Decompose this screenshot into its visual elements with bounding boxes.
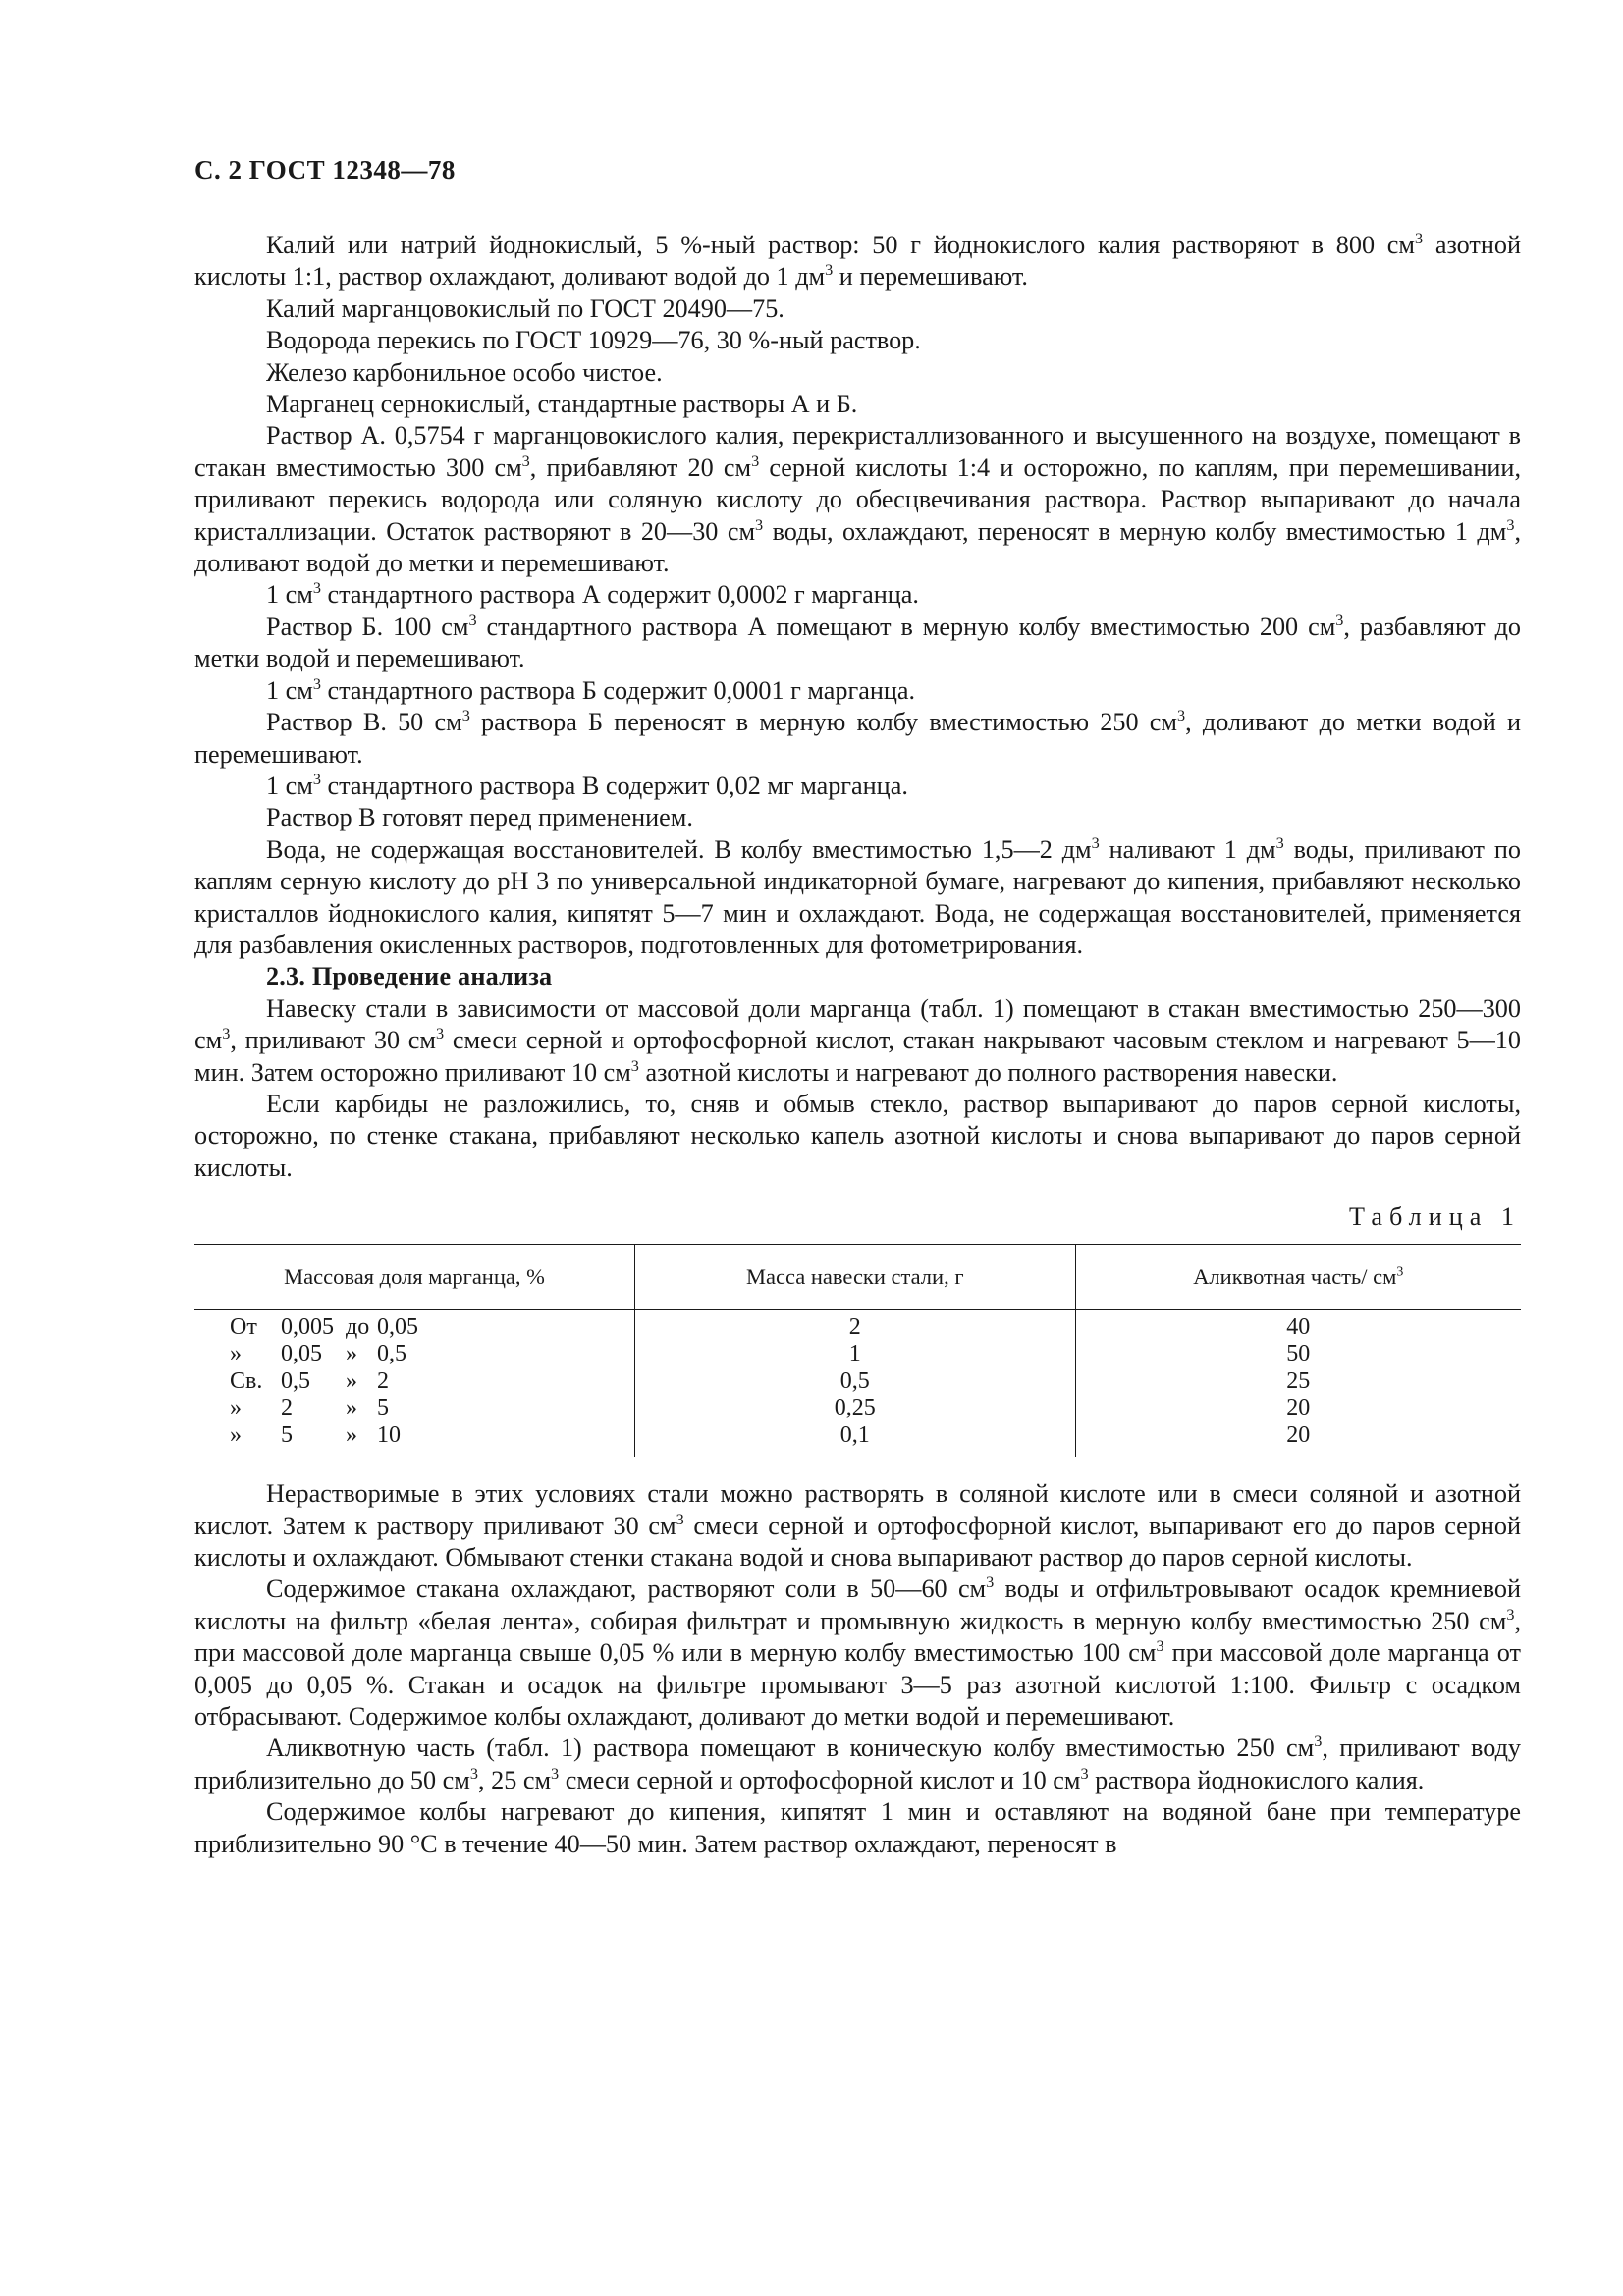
text-run: , доливают до метки водой и перемешивают. [194,708,1521,769]
superscript: 3 [1506,515,1515,534]
range-part: 0,05 [281,1341,322,1367]
range-value [230,1395,389,1422]
text-run: смеси серной и ортофосфорной кислот и 10 см [559,1765,1081,1794]
superscript: 3 [312,674,321,693]
text-run: азотной кислоты 1:1, раствор охлаждают, доливают водой до 1 дм [194,231,1521,292]
section-heading: 2.3. Проведение анализа [266,962,553,991]
range-part: 10 [377,1421,401,1448]
paragraph-top-5 [194,389,1521,420]
paragraph-bottom-4 [194,1796,1521,1860]
range-part: » [346,1341,357,1367]
superscript: 3 [1080,1764,1089,1783]
manganese-table [194,1244,1521,1458]
text-run: азотной кислоты и нагревают до полного растворения навески. [638,1057,1338,1087]
superscript: 3 [630,1056,639,1075]
cell-mass-fraction [194,1341,635,1368]
text-run: , 25 см [478,1765,552,1794]
table-header-aliquot-sup: 3 [1396,1263,1404,1279]
superscript: 3 [755,515,764,534]
superscript: 3 [1275,833,1284,852]
paragraph-top-8 [194,612,1521,675]
range-value [230,1341,406,1368]
paragraphs-top [194,230,1521,961]
cell-mass-fraction [194,1395,635,1422]
superscript: 3 [469,1764,478,1783]
range-part: до [346,1313,370,1340]
table-row [194,1309,1521,1341]
table-body [194,1309,1521,1457]
text-run: при массовой доле марганца от 0,005 до 0,05 %. Стакан и осадок на фильтре промывают 3—5 раз азотной кислотой 1:100. Фильтр с осадком отбрасывают. Содержимое колбы охлаждают, доливают до метки водой и перемешивают. [194,1638,1521,1731]
range-part: 0,5 [281,1367,310,1394]
text-run: Навеску стали в зависимости от массовой доли марганца (табл. 1) помещают в стакан вместимостью 250—300 см [194,993,1521,1055]
paragraph-top-4 [194,357,1521,389]
superscript: 3 [222,1025,231,1043]
cell-aliquot: 50 [1075,1341,1521,1368]
range-part: 5 [377,1395,389,1421]
paragraphs-bottom [194,1478,1521,1860]
text-run: стандартного раствора В содержит 0,02 мг марганца. [320,771,908,800]
text-run: , разбавляют до метки водой и перемешивают. [194,612,1521,673]
text-run: смеси серной и ортофосфорной кислот, выпаривают его до паров серной кислоты и охлаждают. Обмывают стенки стакана водой и снова выпаривают раствор до паров серной кислоты. [194,1511,1521,1572]
superscript: 3 [1335,611,1344,629]
table-caption: Таблица 1 [1349,1202,1521,1232]
paragraph-bottom-1 [194,1478,1521,1574]
table-header-sample-mass: Масса навески стали, г [635,1244,1076,1309]
page-header: С. 2 ГОСТ 12348—78 [194,155,456,185]
range-part: » [230,1395,242,1421]
cell-aliquot: 20 [1075,1422,1521,1458]
table-row [194,1422,1521,1458]
paragraph-top-11 [194,771,1521,802]
table-row [194,1395,1521,1422]
paragraph-top-13 [194,834,1521,962]
cell-mass-fraction [194,1368,635,1396]
superscript: 3 [521,452,530,470]
text-run: , приливают 30 см [230,1026,436,1055]
table-header-row [194,1244,1521,1309]
text-run: , доливают водой до метки и перемешивают. [194,516,1521,578]
paragraph-top-3 [194,325,1521,356]
range-part: » [346,1367,357,1394]
text-run: воды, охлаждают, переносят в мерную колбу вместимостью 1 дм [763,516,1507,546]
range-part: От [230,1313,257,1340]
cell-sample-mass: 0,1 [635,1422,1076,1458]
text-run: раствора Б переносят в мерную колбу вместимостью 250 см [469,708,1177,737]
table-header-mass-fraction: Массовая доля марганца, % [194,1244,635,1309]
text-run: смеси серной и ортофосфорной кислот, стакан накрывают часовым стеклом и нагревают 5—10 мин. Затем осторожно приливают 10 см [194,1026,1521,1087]
text-run: 1 см [266,675,313,705]
text-run: Раствор Б. 100 см [266,612,469,641]
paragraph-top-1 [194,230,1521,294]
text-run: , приливают воду приблизительно до 50 см [194,1734,1521,1794]
text-run: Если карбиды не разложились, то, сняв и обмыв стекло, раствор выпаривают до паров серной кислоты, осторожно, по стенке стакана, прибавляют несколько капель азотной кислоты и снова выпаривают до паров серной кислоты. [194,1089,1521,1182]
text-run: стандартного раствора А содержит 0,0002 г марганца. [320,580,919,610]
paragraph-top-6 [194,420,1521,579]
paragraph-mid-1 [194,993,1521,1089]
superscript: 3 [986,1574,995,1592]
table-header-aliquot-text: Аликвотная часть/ см [1193,1263,1397,1289]
superscript: 3 [1506,1605,1515,1624]
text-run: Калий марганцовокислый по ГОСТ 20490—75. [266,294,784,323]
text-run: Раствор В готовят перед применением. [266,803,693,832]
table-header-aliquot [1075,1244,1521,1309]
range-part: 5 [281,1421,293,1448]
text-run: 1 см [266,580,313,610]
cell-sample-mass: 0,5 [635,1368,1076,1396]
range-part: 0,05 [377,1313,418,1340]
paragraph-top-12 [194,802,1521,833]
superscript: 3 [1414,229,1424,247]
text-run: и перемешивают. [833,262,1028,292]
text-run: Железо карбонильное особо чистое. [266,357,663,387]
table-row [194,1368,1521,1396]
text-run: наливают 1 дм [1099,834,1276,864]
text-run: Вода, не содержащая восстановителей. В колбу вместимостью 1,5—2 дм [266,834,1092,864]
text-run: Водорода перекись по ГОСТ 10929—76, 30 %-ный раствор. [266,326,921,355]
range-value [230,1368,389,1396]
range-part: Св. [230,1367,263,1394]
text-run: Аликвотную часть (табл. 1) раствора помещают в коническую колбу вместимостью 250 см [266,1734,1315,1763]
text-run: Содержимое стакана охлаждают, растворяют соли в 50—60 см [266,1575,987,1604]
paragraph-top-2 [194,294,1521,325]
superscript: 3 [312,579,321,598]
superscript: 3 [1314,1733,1323,1751]
cell-mass-fraction [194,1422,635,1458]
superscript: 3 [468,611,477,629]
text-run: Марганец сернокислый, стандартные растворы А и Б. [266,390,858,419]
paragraph-top-10 [194,707,1521,771]
text-run: Калий или натрий йоднокислый, 5 %-ный раствор: 50 г йоднокислого калия растворяют в 800 см [266,231,1415,259]
table-row [194,1341,1521,1368]
range-part: 2 [281,1395,293,1421]
text-run: воды и отфильтровывают осадок кремниевой кислоты на фильтр «белая лента», собирая фильтрат и промывную жидкость в мерную колбу вместимостью 250 см [194,1575,1521,1635]
text-run: Нерастворимые в этих условиях стали можно растворять в соляной кислоте или в смеси соляной и азотной кислот. Затем к раствору приливают 30 см [194,1479,1521,1540]
paragraph-mid-2 [194,1089,1521,1184]
range-part: 0,005 [281,1313,334,1340]
range-part: » [346,1395,357,1421]
cell-aliquot: 40 [1075,1309,1521,1341]
superscript: 3 [751,452,760,470]
superscript: 3 [1156,1637,1164,1656]
superscript: 3 [1177,707,1186,725]
text-run: Содержимое колбы нагревают до кипения, кипятят 1 мин и оставляют на водяной бане при температуре приблизительно 90 °С в течение 40—50 мин. Затем раствор охлаждают, переносят в [194,1797,1521,1858]
cell-sample-mass: 1 [635,1341,1076,1368]
text-run: стандартного раствора Б содержит 0,0001 г марганца. [320,675,916,705]
cell-aliquot: 25 [1075,1368,1521,1396]
superscript: 3 [461,707,470,725]
paragraph-bottom-3 [194,1733,1521,1796]
range-part: 2 [377,1367,389,1394]
cell-sample-mass: 2 [635,1309,1076,1341]
superscript: 3 [436,1025,445,1043]
superscript: 3 [551,1764,560,1783]
cell-sample-mass: 0,25 [635,1395,1076,1422]
text-run: , при массовой доле марганца свыше 0,05 % или в мерную колбу вместимостью 100 см [194,1606,1521,1668]
text-run: стандартного раствора А помещают в мерную колбу вместимостью 200 см [476,612,1336,641]
text-run: раствора йоднокислого калия. [1088,1765,1425,1794]
text-run: серной кислоты 1:4 и осторожно, по каплям, при перемешивании, приливают перекись водорода или соляную кислоту до обесцвечивания раствора. Раствор выпаривают до начала кристаллизации. Остаток растворяют в 20—30 см [194,453,1521,546]
text-run: Раствор В. 50 см [266,708,462,737]
range-value [230,1314,418,1342]
superscript: 3 [1091,833,1100,852]
range-part: » [230,1421,242,1448]
paragraph-bottom-2 [194,1574,1521,1733]
text-run: 1 см [266,771,313,800]
cell-aliquot: 20 [1075,1395,1521,1422]
superscript: 3 [676,1510,684,1528]
superscript: 3 [825,261,834,280]
superscript: 3 [312,770,321,788]
text-run: воды, приливают по каплям серную кислоту до pH 3 по универсальной индикаторной бумаге, нагревают до кипения, прибавляют несколько кристаллов йоднокислого калия, кипятят 5—7 мин и охлаждают. Вода, не содержащая восстановителей, применяется для разбавления окисленных растворов, подготовленных для фотометрирования. [194,834,1521,959]
body-text [194,230,1521,1860]
paragraphs-middle [194,993,1521,1184]
range-part: » [230,1341,242,1367]
text-run: Раствор А. 0,5754 г марганцовокислого калия, перекристаллизованного и высушенного на воздухе, помещают в стакан вместимостью 300 см [194,421,1521,482]
cell-mass-fraction [194,1309,635,1341]
paragraph-top-9 [194,675,1521,707]
range-part: 0,5 [377,1341,406,1367]
range-value [230,1422,401,1450]
text-run: , прибавляют 20 см [529,453,752,482]
paragraph-top-7 [194,579,1521,611]
range-part: » [346,1421,357,1448]
